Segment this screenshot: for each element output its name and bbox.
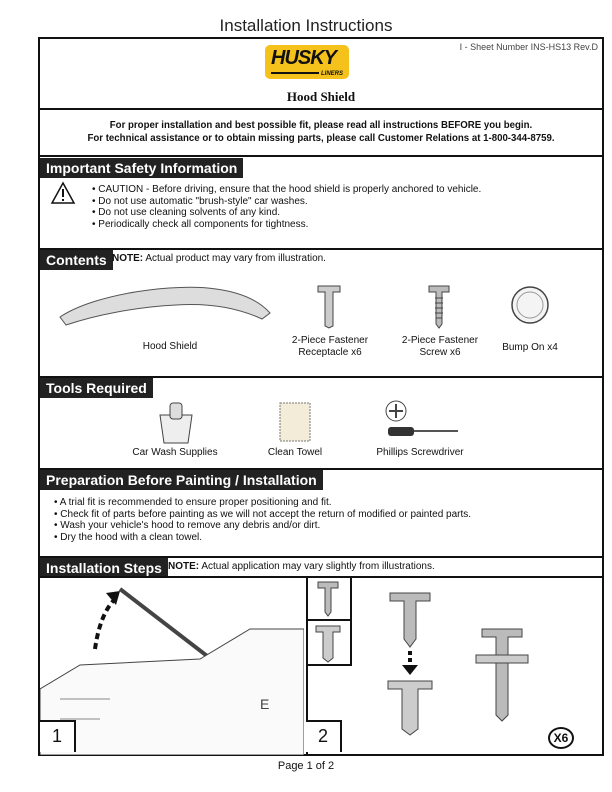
safety-item: • Do not use cleaning solvents of any kind.: [92, 207, 481, 219]
content-screw-label: 2-Piece Fastener Screw x6: [401, 335, 479, 358]
quantity-badge: X6: [548, 727, 574, 749]
safety-list: [92, 184, 481, 230]
content-bump-on-label: Bump On x4: [502, 342, 558, 353]
sheet-number: I - Sheet Number INS-HS13 Rev.D: [459, 42, 598, 52]
fastener-assembled-illustration: [474, 625, 530, 725]
safety-item: • Do not use automatic "brush-style" car washes.: [92, 196, 481, 208]
hood-shield-illustration: [56, 283, 276, 331]
contact-line-2: For technical assistance or to obtain missing parts, please call Customer Relations at 1-800-344-8759.: [87, 132, 555, 144]
prep-item: • Dry the hood with a clean towel.: [54, 532, 471, 544]
fastener-detail-box: [306, 576, 352, 666]
contact-line-1: For proper installation and best possible fit, please read all instructions BEFORE you begin.: [109, 119, 533, 131]
phillips-screwdriver-icon: [382, 399, 462, 441]
prep-item: • Wash your vehicle's hood to remove any debris and/or dirt.: [54, 520, 471, 532]
safety-item: • Periodically check all components for tightness.: [92, 219, 481, 231]
tool-car-wash-label: Car Wash Supplies: [132, 447, 218, 458]
step-number-1: 1: [40, 720, 76, 752]
safety-heading: Important Safety Information: [40, 158, 243, 178]
install-heading: Installation Steps: [40, 558, 168, 578]
contents-note: NOTE: Actual product may vary from illustration.: [112, 253, 326, 264]
prep-item: • Check fit of parts before painting as we will not accept the return of modified or painted parts.: [54, 509, 471, 521]
towel-icon: [278, 401, 312, 443]
bump-on-icon: [510, 285, 550, 325]
step-1-car-illustration: [40, 579, 304, 755]
content-receptacle-label: 2-Piece Fastener Receptacle x6: [291, 335, 369, 358]
car-wash-bucket-icon: [156, 401, 196, 445]
husky-liners-logo: HUSKY LINERS: [265, 45, 349, 79]
page-number: Page 1 of 2: [277, 760, 335, 772]
safety-item: • CAUTION - Before driving, ensure that the hood shield is properly anchored to vehicle.: [92, 184, 481, 196]
prep-list: [54, 497, 471, 543]
tool-towel-label: Clean Towel: [267, 447, 323, 458]
prep-item: • A trial fit is recommended to ensure proper positioning and fit.: [54, 497, 471, 509]
content-hood-shield-label: Hood Shield: [142, 341, 198, 352]
contact-info: [62, 119, 579, 145]
fastener-screw-icon: [428, 284, 450, 330]
warning-icon: [50, 181, 76, 205]
step-number-2: 2: [306, 720, 342, 752]
contents-heading: Contents: [40, 250, 113, 270]
fastener-insertion-illustration: [380, 589, 440, 739]
install-note: NOTE: Actual application may vary slightly from illustrations.: [168, 561, 435, 572]
svg-text:E: E: [260, 696, 270, 712]
product-name: Hood Shield: [286, 89, 356, 104]
tools-heading: Tools Required: [40, 378, 153, 398]
tool-screwdriver-label: Phillips Screwdriver: [376, 447, 464, 458]
instruction-sheet: [38, 37, 604, 756]
prep-heading: Preparation Before Painting / Installation: [40, 470, 323, 490]
document-title: Installation Instructions: [219, 16, 393, 35]
fastener-receptacle-icon: [316, 284, 342, 330]
